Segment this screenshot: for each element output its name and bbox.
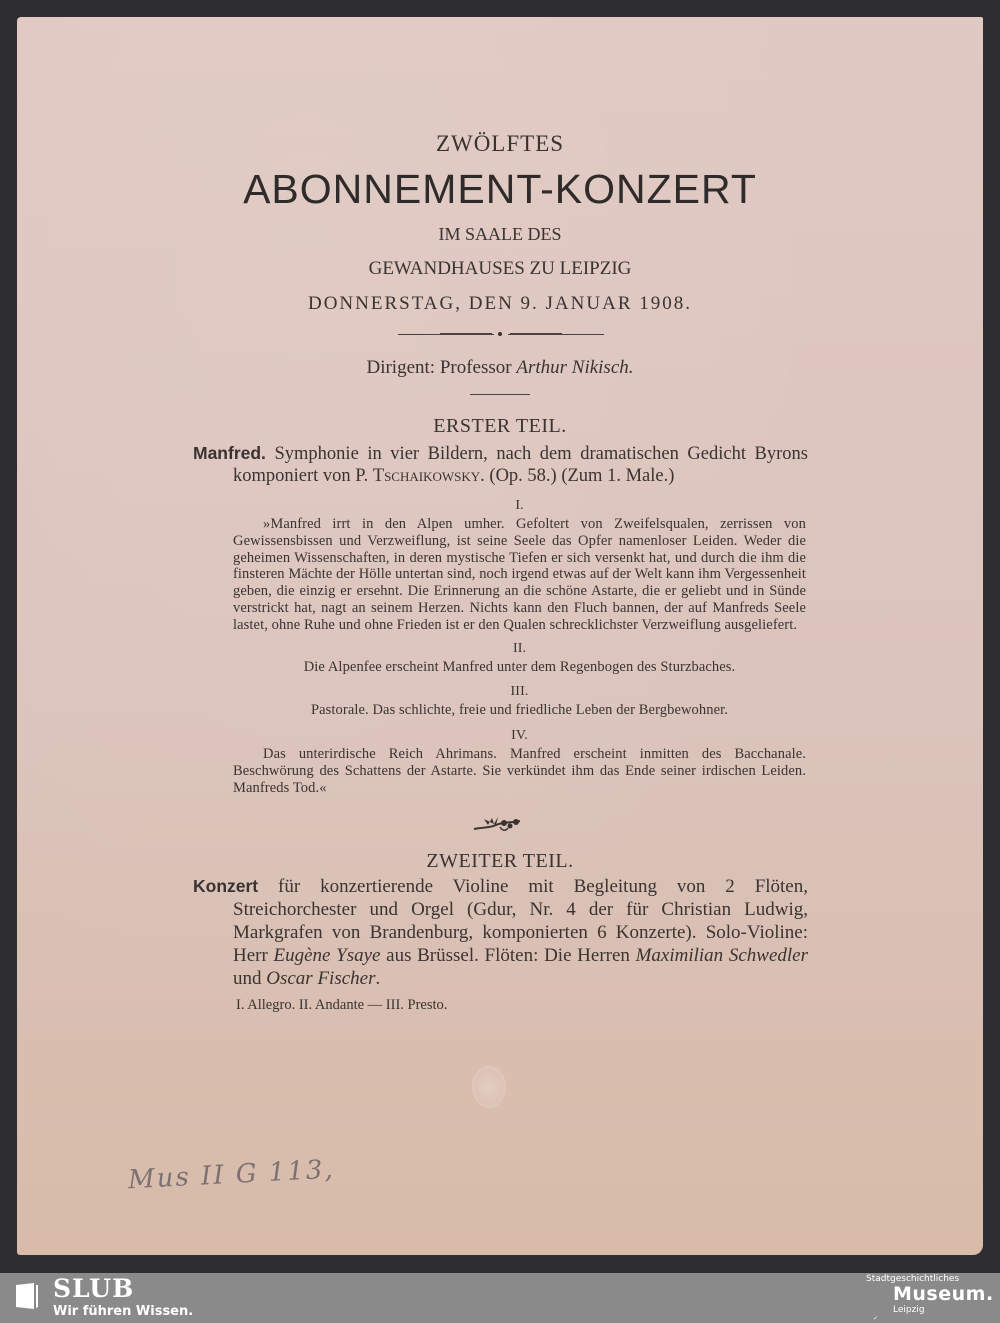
fleuron-ornament-icon: [470, 813, 530, 835]
conjunction: und: [233, 967, 267, 989]
movement-4-text: Das unterirdische Reich Ahrimans. Manfred erscheint inmitten des Bacchanale. Beschwörung des Schattens der Astarte. Sie verkündet ihm das Ende seiner irdischen Leiden. Manfreds Tod.«: [233, 746, 806, 796]
part-2-heading: ZWEITER TEIL.: [426, 849, 574, 872]
slub-tagline: Wir führen Wissen.: [53, 1304, 194, 1319]
footer-banner: [0, 1273, 1000, 1323]
movement-4-numeral: IV.: [511, 728, 528, 744]
movement-2-numeral: II.: [512, 640, 527, 656]
work-2-text: für konzertierende Violine mit Begleitung von 2 Flöten, Streichorchester und Orgel (Gdur, Nr. 4 der für Christian Ludwig, Markgrafen von Brandenburg, komponierten 6 Konzerte). Solo-Violine: Herr: [233, 875, 808, 966]
venue-line-1: IM SAALE DES: [438, 224, 562, 244]
work-1-opus: . (Op. 58.) (Zum 1. Male.): [480, 466, 675, 486]
divider-ornament-dot: [498, 332, 502, 336]
handwritten-shelfmark: Mus II G 113,: [127, 1154, 336, 1196]
museum-city: Leipzig: [893, 1305, 925, 1315]
work-2-title: Konzert: [193, 875, 259, 896]
concert-date: DONNERSTAG, DEN 9. JANUAR 1908.: [307, 293, 692, 314]
movement-2-text: Die Alpenfee erscheint Manfred unter dem Regenbogen des Sturzbaches.: [303, 658, 736, 675]
divider-ornament: [0, 332, 1000, 338]
sentence-end: .: [375, 967, 381, 989]
work-1-text: Symphonie in vier Bildern, nach dem dramatischen Gedicht Byrons komponiert von P.: [233, 444, 808, 486]
concert-number: ZWÖLFTES: [435, 131, 565, 156]
conductor-name: Arthur Nikisch.: [516, 357, 634, 378]
soloist-origin: aus Brüssel. Flöten: Die Herren: [380, 944, 636, 966]
flutist-2-name: Oscar Fischer: [266, 967, 376, 989]
fleuron-row: [0, 813, 1000, 835]
movement-3-numeral: III.: [510, 684, 529, 700]
slub-name[interactable]: SLUB: [53, 1274, 135, 1303]
divider-short: [470, 394, 530, 395]
movement-3-text: Pastorale. Das schlichte, freie und friedliche Leben der Bergbewohner.: [310, 702, 728, 719]
document-body: [0, 130, 1000, 1014]
embossed-stamp: [472, 1066, 506, 1108]
work-2-description: [193, 875, 808, 990]
venue-line-2: GEWANDHAUSES ZU LEIPZIG: [368, 258, 632, 279]
movement-1-numeral: I.: [515, 498, 524, 513]
divider-ornament-left-thick: [440, 333, 492, 335]
work-1-description: [193, 442, 808, 487]
composer-name: Tschaikowsky: [372, 466, 481, 486]
page-title: ABONNEMENT-KONZERT: [243, 166, 757, 212]
work-1-title: Manfred.: [193, 443, 266, 463]
flutist-1-name: Maximilian Schwedler: [635, 944, 808, 966]
conductor-label: Dirigent: Professor: [366, 357, 517, 378]
museum-prefix: Stadtgeschichtliches: [866, 1274, 960, 1284]
divider-ornament-right: [508, 334, 604, 335]
conductor-line: [0, 356, 1000, 380]
slub-logo-icon: [14, 1281, 40, 1311]
work-2-movements: I. Allegro. II. Andante — III. Presto.: [236, 996, 448, 1013]
certification-checkmark-icon: ✓: [873, 1315, 879, 1322]
museum-name[interactable]: Museum.: [893, 1283, 994, 1305]
part-1-heading: ERSTER TEIL.: [433, 415, 567, 437]
divider-short-row: [0, 394, 1000, 398]
soloist-name: Eugène Ysaye: [273, 944, 381, 966]
movement-1-text: »Manfred irrt in den Alpen umher. Gefoltert von Zweifelsqualen, zerrissen von Gewissensbissen und Verzweiflung, ist seine Seele das Opfer namenloser Leiden. Weder die geheimen Wissenschaften, in deren mystische Tiefen er sich versenkt hat, und durch die ihm die finsteren Mächte der Hölle untertan sind, noch irgend etwas auf der Welt kann ihm Vergessenheit geben, die einzig er ersehnt. Die Erinnerung an die schöne Astarte, die er geliebt und in Sünde verstrickt hat, nagt an seinem Herzen. Nichts kann den Fluch bannen, der auf Manfreds Seele lastet, ohne Ruhe und ohne Frieden ist er den Qualen schrecklichster Verzweiflung ausgeliefert.: [233, 516, 807, 633]
